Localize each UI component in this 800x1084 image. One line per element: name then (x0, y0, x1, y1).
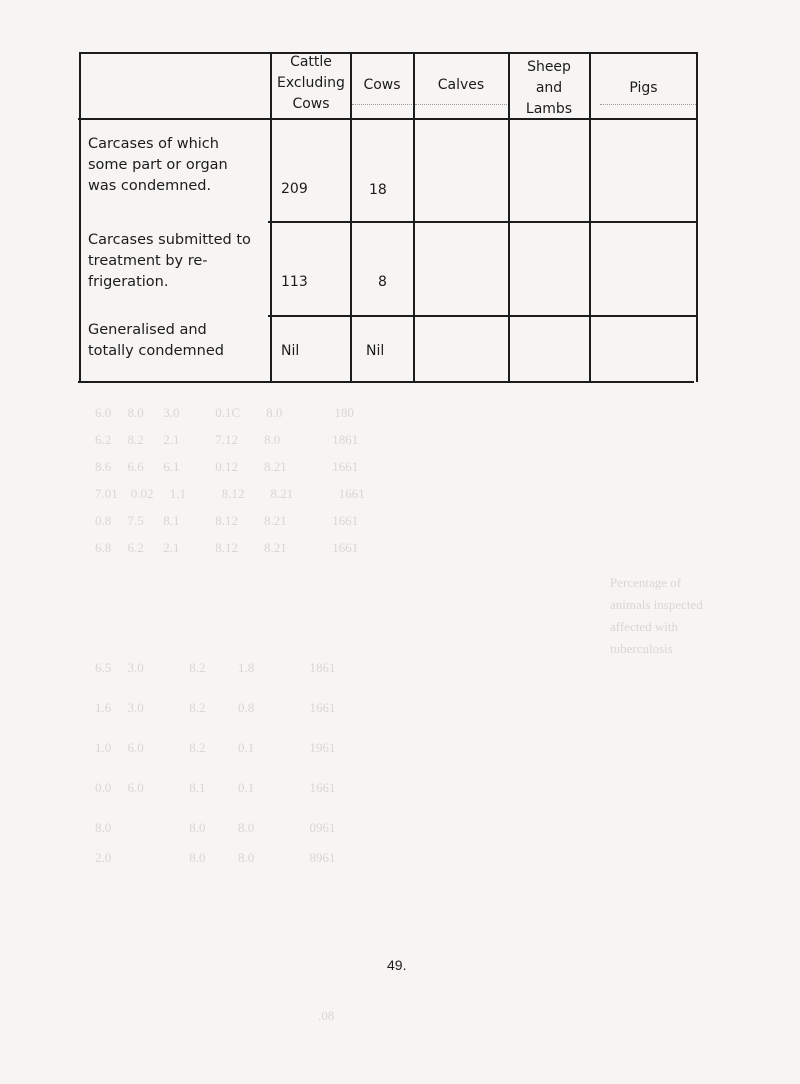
table-top-rule (80, 52, 698, 54)
header-cattle-excluding-cows: Cattle Excluding Cows (277, 54, 345, 112)
row1-bottom-rule (268, 221, 698, 223)
header-dotted-mark (352, 104, 412, 105)
header-dotted-mark (600, 104, 696, 105)
row-label-totally-condemned: Generalised and totally condemned (88, 322, 224, 359)
cell-row1-cattle: 209 (281, 181, 308, 197)
cell-row3-cattle: Nil (281, 343, 300, 359)
cell-row3-cows: Nil (366, 343, 385, 359)
header-dotted-mark (415, 104, 507, 105)
row2-bottom-rule (268, 315, 696, 317)
header-pigs: Pigs (629, 80, 658, 96)
header-sheep-and-lambs: Sheep and Lambs (525, 59, 573, 117)
page-number: 49. (387, 957, 407, 973)
row-label-condemned-part: Carcases of which some part or organ was condemned. (88, 136, 228, 194)
table-bottom-rule (78, 381, 694, 383)
header-calves: Calves (437, 77, 485, 93)
row-label-refrigeration: Carcases submitted to treatment by re- frigeration. (88, 232, 251, 290)
cell-row2-cattle: 113 (281, 274, 308, 290)
header-bottom-rule (78, 118, 698, 120)
header-cows: Cows (363, 77, 401, 93)
col-divider-2 (350, 52, 352, 382)
table-left-rule (79, 52, 81, 382)
table-right-rule (696, 52, 698, 382)
cell-row1-cows: 18 (369, 182, 387, 198)
cell-row2-cows: 8 (378, 274, 387, 290)
col-divider-3 (413, 52, 415, 382)
col-divider-5 (589, 52, 591, 382)
